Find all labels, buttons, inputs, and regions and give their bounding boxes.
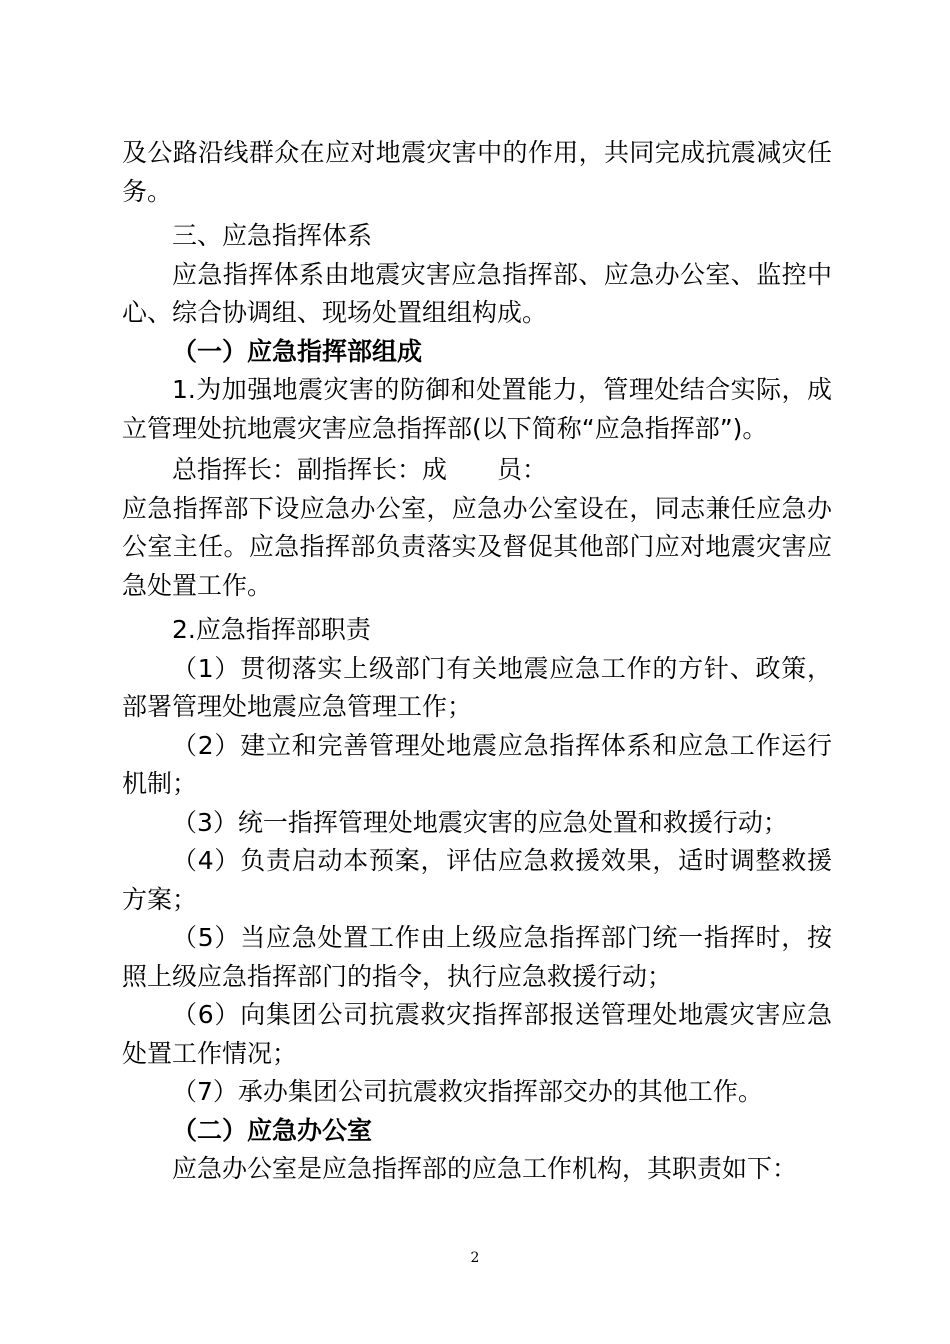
document-body: [122, 134, 832, 1189]
duty-item-5: （5）当应急处置工作由上级应急指挥部门统一指挥时，按照上级应急指挥部门的指令，执行应急救援行动；: [122, 923, 832, 991]
subheading-emergency-office: （二）应急办公室: [172, 1115, 373, 1145]
duty-item-6: （6）向集团公司抗震救灾指挥部报送管理处地震灾害应急处置工作情况；: [122, 1000, 832, 1068]
paragraph-command-establishment: 1.为加强地震灾害的防御和处置能力，管理处结合实际，成立管理处抗地震灾害应急指挥部(以下简称“应急指挥部”)。: [122, 375, 832, 443]
section-heading-emergency-command-system: 三、应急指挥体系: [172, 221, 373, 250]
subheading-command-composition: （一）应急指挥部组成: [172, 336, 423, 366]
paragraph-office-setup: 应急指挥部下设应急办公室，应急办公室设在，同志兼任应急办公室主任。应急指挥部负责落实及督促其他部门应对地震灾害应急处置工作。: [122, 493, 832, 600]
subheading-command-duties: 2.应急指挥部职责: [172, 615, 371, 644]
duty-item-2: （2）建立和完善管理处地震应急指挥体系和应急工作运行机制；: [122, 730, 832, 798]
duty-item-4: （4）负责启动本预案，评估应急救援效果，适时调整救援方案；: [122, 846, 832, 914]
paragraph-office-duties-intro: 应急办公室是应急指挥部的应急工作机构，其职责如下：: [172, 1154, 798, 1183]
page-number: 2: [470, 1250, 480, 1266]
paragraph-command-members: 总指挥长：副指挥长：成 员：: [172, 455, 548, 484]
duty-item-1: （1）贯彻落实上级部门有关地震应急工作的方针、政策，部署管理处地震应急管理工作；: [122, 653, 832, 721]
duty-item-7: （7）承办集团公司抗震救灾指挥部交办的其他工作。: [172, 1077, 763, 1106]
duty-item-3: （3）统一指挥管理处地震灾害的应急处置和救援行动；: [172, 807, 788, 837]
paragraph-continuation: 及公路沿线群众在应对地震灾害中的作用，共同完成抗震减灾任务。: [122, 138, 832, 206]
paragraph-system-composition: 应急指挥体系由地震灾害应急指挥部、应急办公室、监控中心、综合协调组、现场处置组组构成。: [122, 259, 832, 327]
